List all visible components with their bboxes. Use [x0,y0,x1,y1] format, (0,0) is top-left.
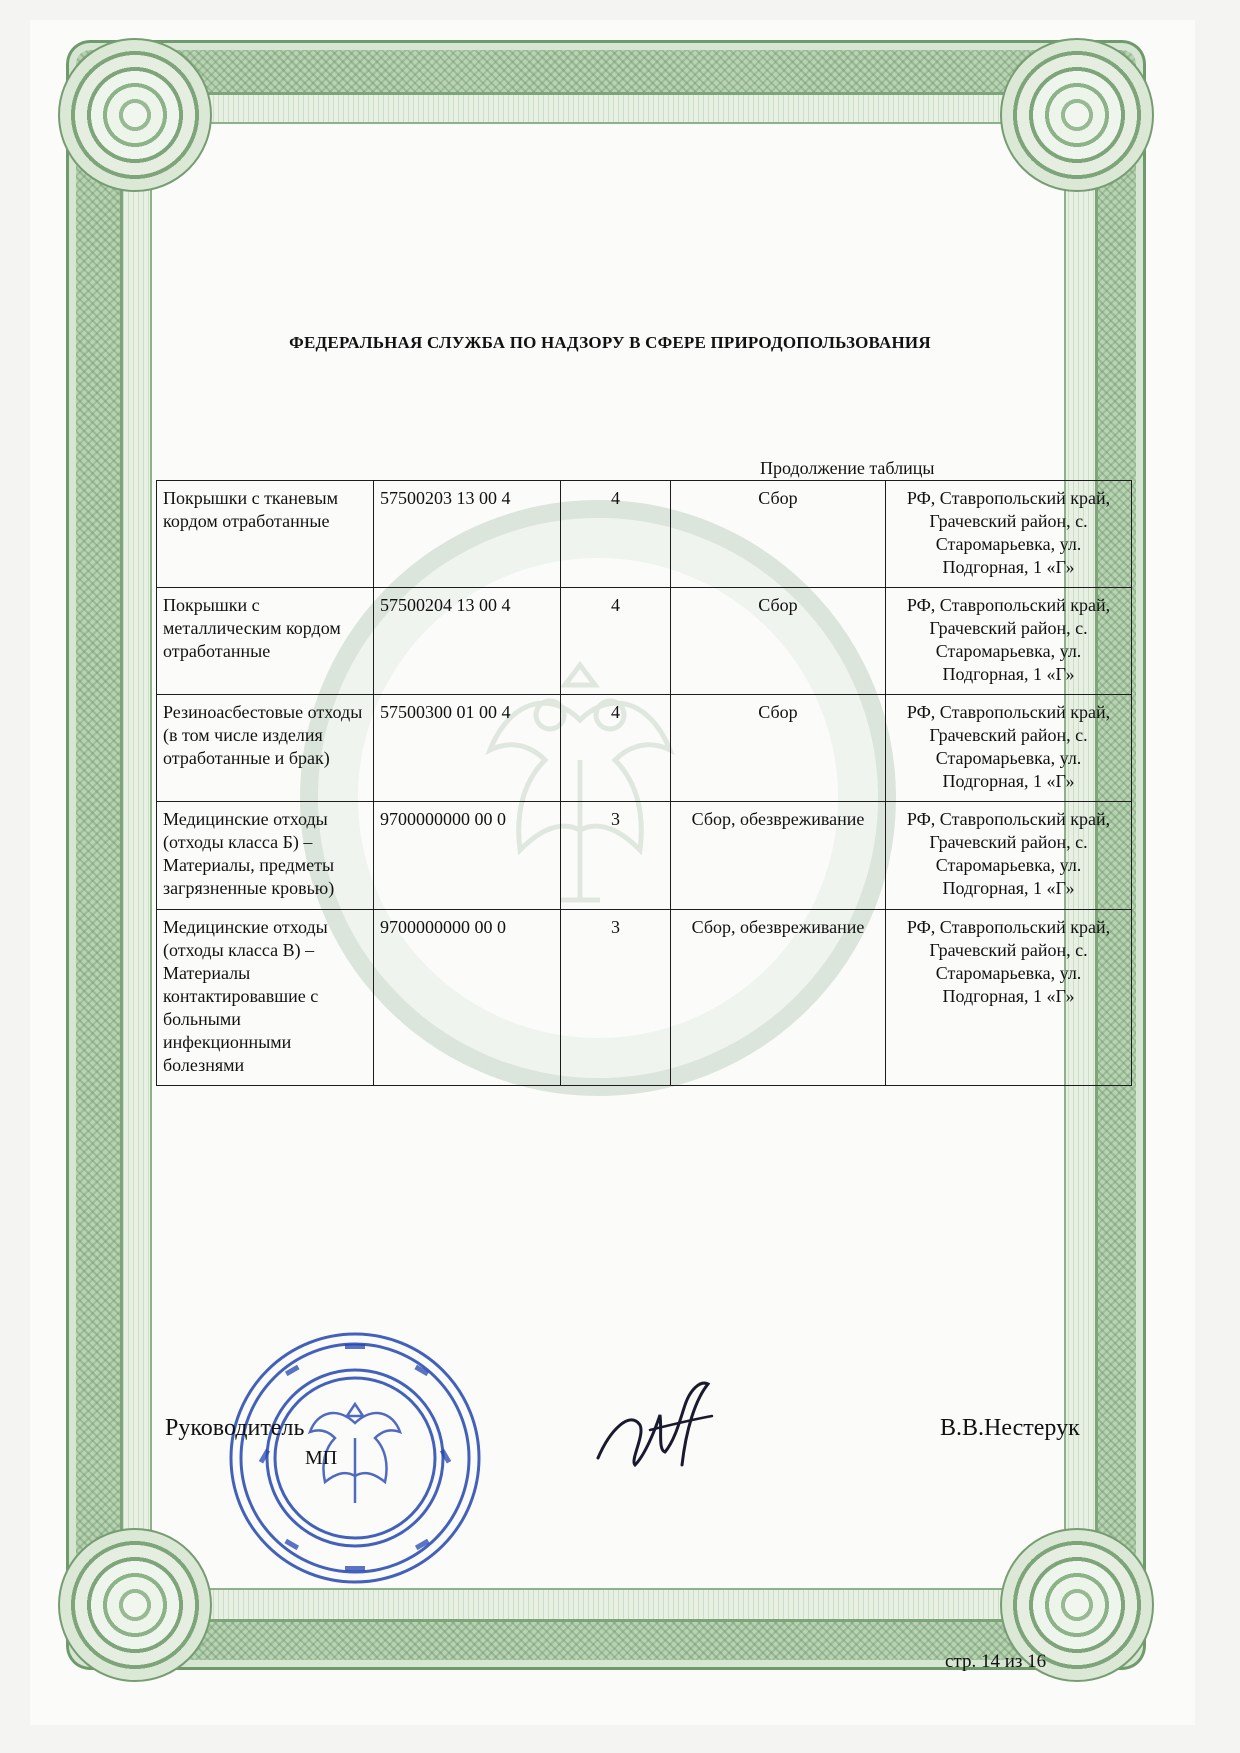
waste-name-cell: Медицинские отходы (отходы класса В) – Материалы контактировавшие с больными инфекционными болезнями [157,909,374,1085]
hazard-class-cell: 3 [561,909,671,1085]
table-row [157,695,1132,802]
activity-cell: Сбор [671,481,886,588]
table-row [157,588,1132,695]
waste-name-cell: Резиноасбестовые отходы (в том числе изделия отработанные и брак) [157,695,374,802]
activity-cell: Сбор, обезвреживание [671,909,886,1085]
hazard-class-cell: 4 [561,481,671,588]
location-cell: РФ, Ставропольский край, Грачевский район, с. Старомарьевка, ул. Подгорная, 1 «Г» [886,909,1132,1085]
activity-cell: Сбор, обезвреживание [671,802,886,909]
table-row [157,909,1132,1085]
waste-code-cell: 9700000000 00 0 [374,802,561,909]
document-title: ФЕДЕРАЛЬНАЯ СЛУЖБА ПО НАДЗОРУ В СФЕРЕ ПРИРОДОПОЛЬЗОВАНИЯ [289,333,931,352]
signatory-role: Руководитель [165,1415,305,1441]
handwritten-signature [590,1370,720,1480]
activity-cell: Сбор [671,695,886,802]
table-row [157,802,1132,909]
page-number: стр. 14 из 16 [945,1651,1047,1672]
waste-table [156,480,1132,1086]
waste-code-cell: 9700000000 00 0 [374,909,561,1085]
waste-name-cell: Медицинские отходы (отходы класса Б) – Материалы, предметы загрязненные кровью) [157,802,374,909]
waste-code-cell: 57500204 13 00 4 [374,588,561,695]
stamp-place-label: МП [305,1447,338,1469]
location-cell: РФ, Ставропольский край, Грачевский район, с. Старомарьевка, ул. Подгорная, 1 «Г» [886,588,1132,695]
location-cell: РФ, Ставропольский край, Грачевский район, с. Старомарьевка, ул. Подгорная, 1 «Г» [886,802,1132,909]
waste-name-cell: Покрышки с тканевым кордом отработанные [157,481,374,588]
waste-code-cell: 57500300 01 00 4 [374,695,561,802]
waste-name-cell: Покрышки с металлическим кордом отработанные [157,588,374,695]
activity-cell: Сбор [671,588,886,695]
table-continuation-label: Продолжение таблицы [760,458,935,478]
table-row [157,481,1132,588]
hazard-class-cell: 4 [561,695,671,802]
waste-code-cell: 57500203 13 00 4 [374,481,561,588]
signatory-name: В.В.Нестерук [940,1415,1080,1441]
location-cell: РФ, Ставропольский край, Грачевский район, с. Старомарьевка, ул. Подгорная, 1 «Г» [886,695,1132,802]
location-cell: РФ, Ставропольский край, Грачевский район, с. Старомарьевка, ул. Подгорная, 1 «Г» [886,481,1132,588]
hazard-class-cell: 4 [561,588,671,695]
official-seal-stamp [225,1328,485,1588]
corner-rosette-ornament [58,1528,212,1682]
corner-rosette-ornament [58,38,212,192]
hazard-class-cell: 3 [561,802,671,909]
corner-rosette-ornament [1000,38,1154,192]
